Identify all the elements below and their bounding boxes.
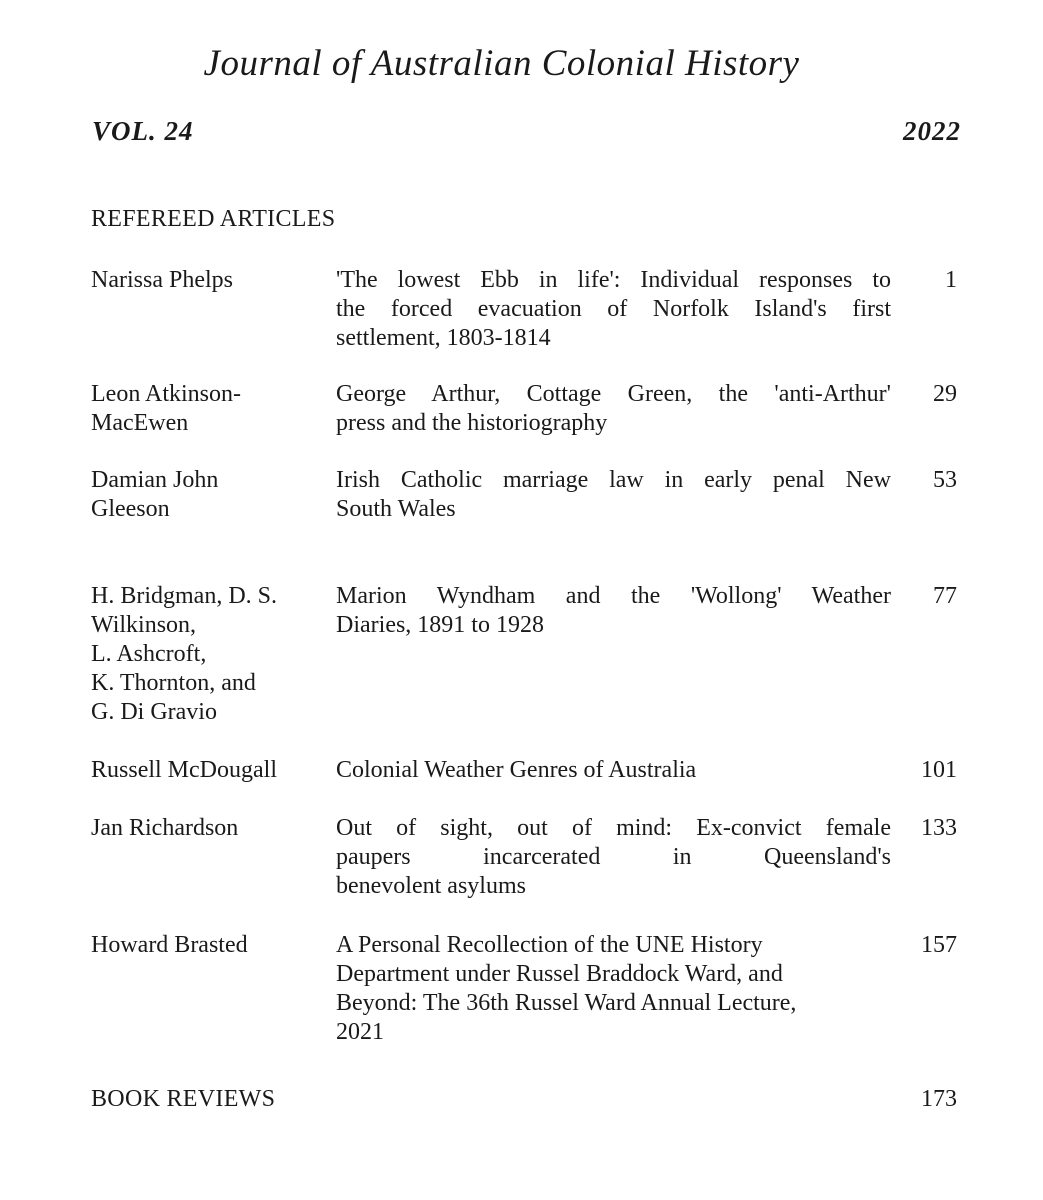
title-line: Beyond: The 36th Russel Ward Annual Lecture, (336, 990, 797, 1016)
book-reviews-page-number: 173 (921, 1086, 957, 1112)
author-line: G. Di Gravio (91, 699, 217, 725)
article-title (336, 756, 891, 785)
page-number: 53 (933, 467, 957, 493)
article-author (91, 266, 319, 295)
author-line: MacEwen (91, 410, 189, 436)
journal-title: Journal of Australian Colonial History (203, 43, 800, 84)
author-line: Gleeson (91, 496, 170, 522)
author-line: Narissa Phelps (91, 267, 233, 293)
title-line: George Arthur, Cottage Green, the 'anti-Arthur' (336, 381, 891, 407)
article-title (336, 466, 891, 524)
title-line: A Personal Recollection of the UNE History (336, 932, 763, 958)
title-line: Irish Catholic marriage law in early penal New (336, 467, 891, 493)
title-line: South Wales (336, 496, 456, 522)
title-line: Department under Russel Braddock Ward, and (336, 961, 783, 987)
title-line: 2021 (336, 1019, 384, 1045)
volume-number: VOL. 24 (92, 116, 194, 146)
article-title (336, 582, 891, 640)
page-number: 133 (921, 815, 957, 841)
article-title (336, 266, 891, 353)
author-line: Howard Brasted (91, 932, 248, 958)
title-line: Marion Wyndham and the 'Wollong' Weather (336, 583, 891, 609)
refereed-articles-heading: REFEREED ARTICLES (91, 206, 336, 232)
page-number: 77 (933, 583, 957, 609)
article-author (91, 582, 319, 727)
title-line: the forced evacuation of Norfolk Island's first (336, 296, 891, 322)
article-author (91, 931, 319, 960)
article-author (91, 466, 319, 524)
publication-year: 2022 (903, 116, 961, 146)
author-line: Wilkinson, (91, 612, 197, 638)
title-line: press and the historiography (336, 410, 608, 436)
title-line: Diaries, 1891 to 1928 (336, 612, 544, 638)
article-author (91, 814, 319, 843)
title-line: Colonial Weather Genres of Australia (336, 757, 697, 783)
author-line: Leon Atkinson- (91, 381, 241, 407)
page-number: 1 (945, 267, 957, 293)
page-number: 157 (921, 932, 957, 958)
author-line: H. Bridgman, D. S. (91, 583, 277, 609)
page-number: 101 (921, 757, 957, 783)
title-line: paupers incarcerated in Queensland's (336, 844, 891, 870)
article-author (91, 756, 319, 785)
author-line: Jan Richardson (91, 815, 239, 841)
title-line: benevolent asylums (336, 873, 526, 899)
article-author (91, 380, 319, 438)
title-line: Out of sight, out of mind: Ex-convict female (336, 815, 891, 841)
page-number: 29 (933, 381, 957, 407)
author-line: L. Ashcroft, (91, 641, 207, 667)
book-reviews-heading: BOOK REVIEWS (91, 1086, 276, 1112)
article-title (336, 380, 891, 438)
author-line: Damian John (91, 467, 219, 493)
title-line: 'The lowest Ebb in life': Individual responses to (336, 267, 891, 293)
article-title (336, 814, 891, 901)
title-line: settlement, 1803-1814 (336, 325, 551, 351)
author-line: K. Thornton, and (91, 670, 256, 696)
article-title (336, 931, 891, 1047)
author-line: Russell McDougall (91, 757, 277, 783)
